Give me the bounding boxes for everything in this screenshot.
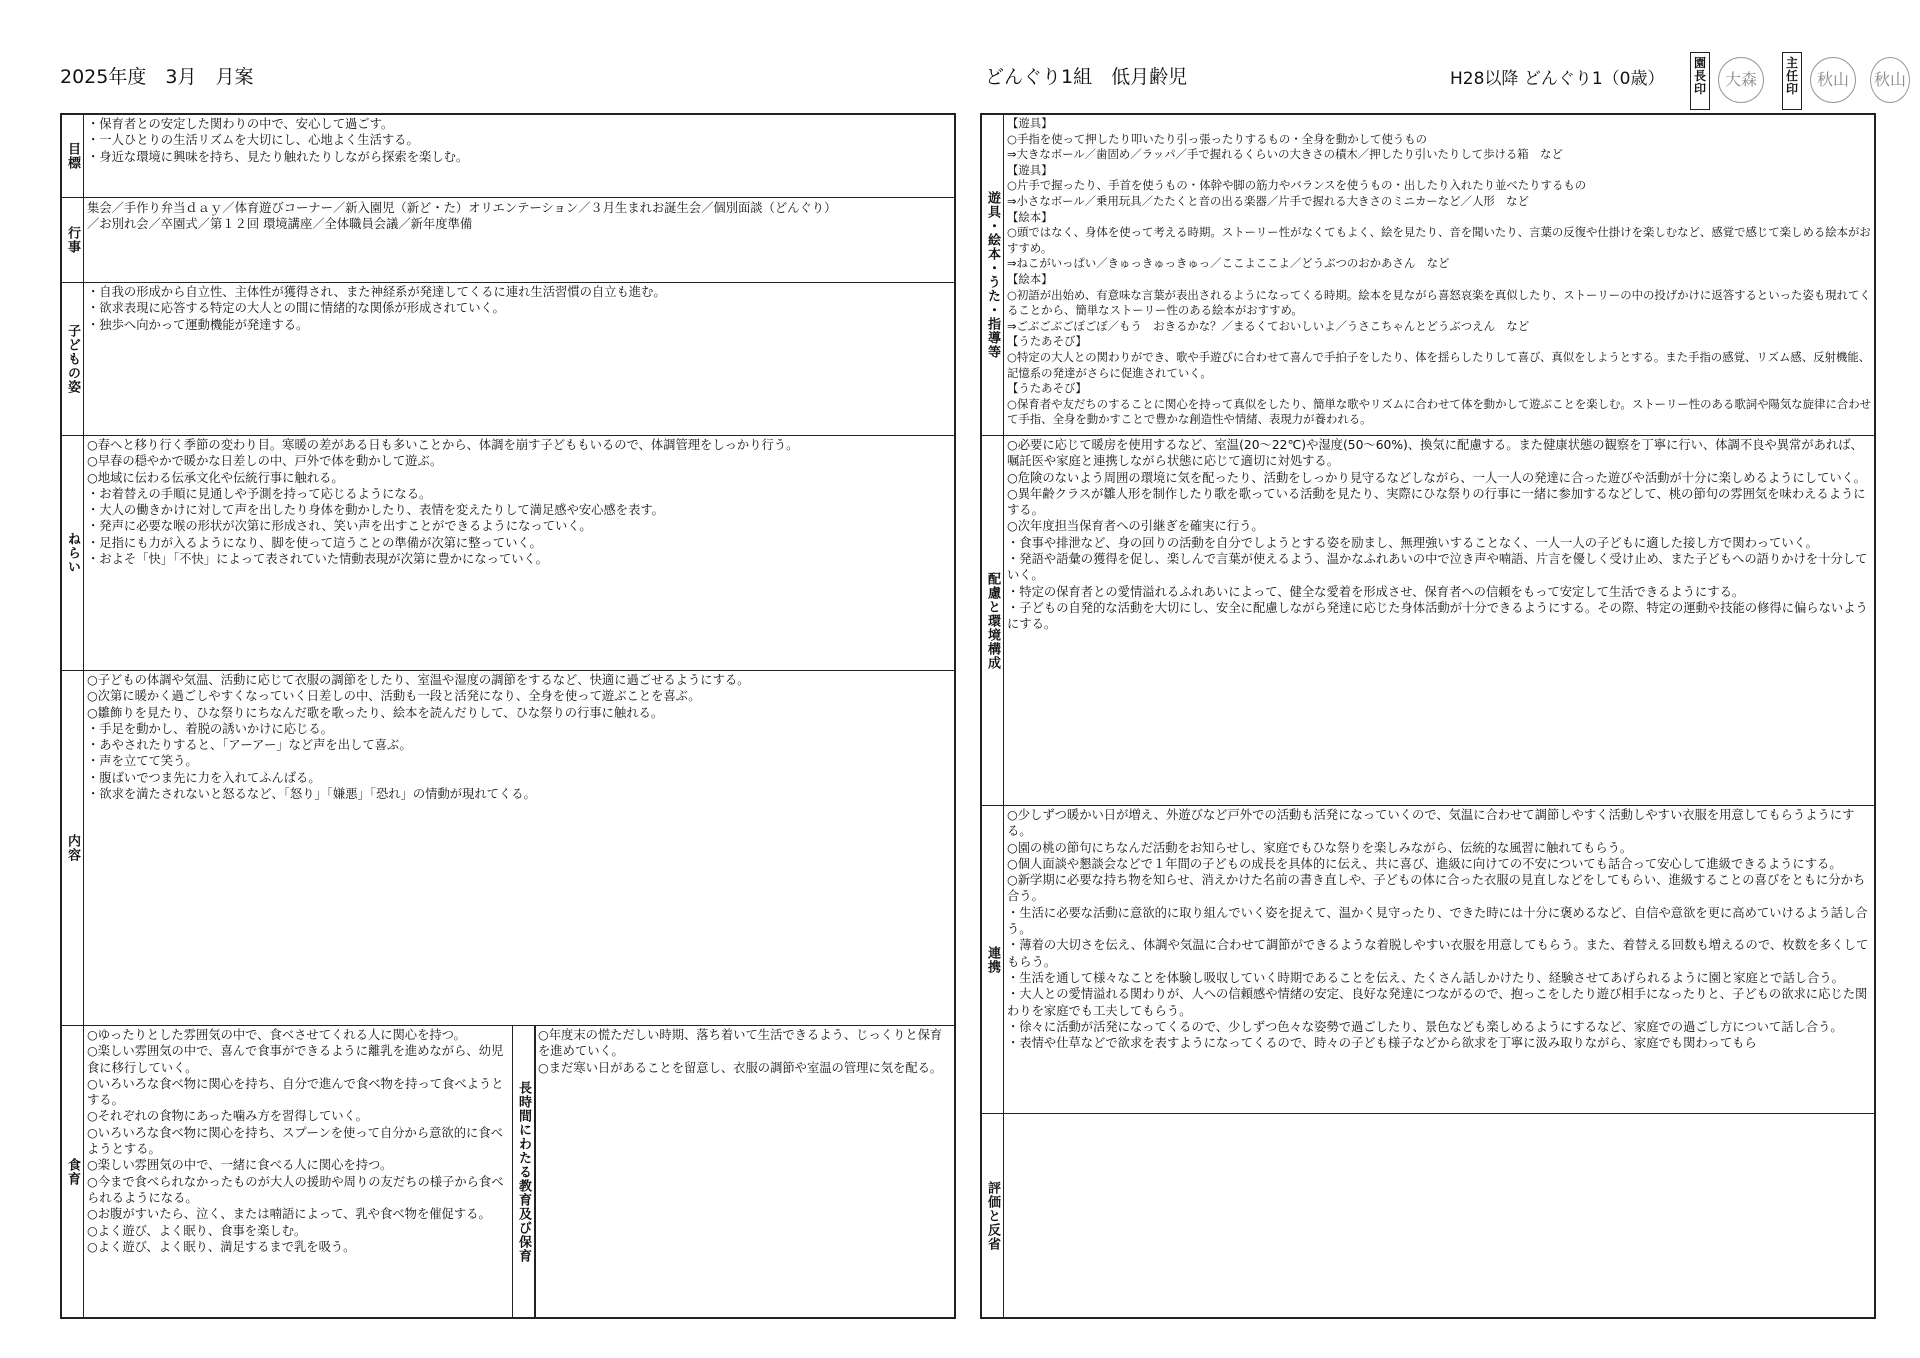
evaluation-content[interactable] [1007, 1115, 1871, 1316]
evaluation-row [982, 1113, 1874, 1317]
food-content: ○ゆったりとした雰囲気の中で、食べさせてくれる人に関心を持つ。 ○楽しい雰囲気の中で、喜んで食事ができるように離乳を進めながら、幼児食に移行していく。 ○いろいろな食べ物に関心を持ち、自分で進んで食べ物を持って食べようとする。 ○それぞれの食物にあった噛み方を習得していく。 ○いろいろな食べ物に関心を持ち、スプーンを使って自分から意欲的に食べようとする。 ○楽しい雰囲気の中で、一緒に食べる人に関心を持つ。 ○今まで食べられなかったものが大人の援助や周りの友だちの様子から食べられるようになる。 ○お腹がすいたら、泣く、または喃語によって、乳や食べ物を催促する。 ○よく遊び、よく眠り、食事を楽しむ。 ○よく遊び、よく眠り、満足するまで乳を吸う。 [87, 1028, 504, 1254]
goals-label: 目標 [65, 142, 80, 170]
cooperation-label: 連携 [985, 945, 1000, 974]
care-env-label: 配慮と環境構成 [985, 571, 1000, 670]
food-label: 食育 [65, 1157, 80, 1186]
child-state-content: ・自我の形成から自立性、主体性が獲得され、また神経系が発達してくるに連れ生活習慣の自立も進む。 ・欲求表現に応答する特定の大人との間に情緒的な関係が形成されていく。 ・独歩へ向かって運動機能が発達する。 [87, 285, 666, 332]
cooperation-content: ○少しずつ暖かい日が増え、外遊びなど戸外での活動も活発になっていくので、気温に合わせて調節しやすく活動しやすい衣服を用意してもらうようにする。 ○園の桃の節句にちなんだ活動をお知らせし、家庭でもひな祭りを楽しみながら、伝統的な風習に触れてもらう。 ○個人面談や懇談会などで１年間の子どもの成長を具体的に伝え、共に喜び、進級に向けての不安についても話合って安心して進級できるようにする。 ○新学期に必要な持ち物を知らせ、消えかけた名前の書き直しや、子どもの体に合った衣服の見直しなどをしてもらい、進級することの喜びをともに分かち合う。 ・生活に必要な活動に意欲的に取り組んでいく姿を捉えて、温かく見守ったり、できた時には十分に褒めるなど、自信や意欲を更に高めていけるよう話し合う。 ・薄着の大切さを伝え、体調や気温に合わせて調節ができるような着脱しやすい衣服を用意してもらう。また、着替える回数も増えるので、枚数を多くしてもらう。 ・生活を通して様々なことを体験し吸収していく時期であることを伝え、たくさん話しかけたり、経験させてあげられるように園と家庭とで話し合う。 ・大人との愛情溢れる関わりが、人への信頼感や情緒の安定、良好な発達につながるので、抱っこをしたり遊び相手になったりと、子どもの欲求に応じた関わりを家庭でも工夫してもらう。 ・徐々に活動が活発になってくるので、少しずつ色々な姿勢で過ごしたり、景色なども楽しめるようにするなど、家庭での過ごし方について話し合う。 ・表情や仕草などで欲求を表すようになってくるので、時々の子ども様子などから欲求を丁寧に汲み取りながら、家庭でも関わってもら [1007, 808, 1869, 1051]
stamp-extra-seal: 秋山 [1870, 57, 1910, 103]
play-row [982, 115, 1874, 435]
stamp-head-label: 主任印 [1782, 52, 1802, 110]
contents-row [62, 670, 954, 1025]
class-title: どんぐり1組 低月齢児 [985, 66, 1188, 88]
aims-label: ねらい [65, 532, 80, 574]
events-row [62, 197, 954, 282]
stamp-head-seal: 秋山 [1810, 57, 1856, 103]
goals-content: ・保育者との安定した関わりの中で、安心して過ごす。 ・一人ひとりの生活リズムを大切にし、心地よく生活する。 ・身近な環境に興味を持ち、見たり触れたりしながら探索を楽しむ。 [87, 117, 469, 164]
contents-label: 内容 [65, 834, 80, 862]
play-label: 遊具・絵本・うた・指導等 [985, 191, 1000, 359]
events-label: 行事 [65, 226, 80, 254]
goals-row [62, 115, 954, 197]
aims-row [62, 435, 954, 670]
cooperation-row [982, 805, 1874, 1113]
child-state-label: 子どもの姿 [65, 324, 80, 394]
stamp-principal-seal: 大森 [1718, 57, 1764, 103]
plan-title: 2025年度 3月 月案 [60, 66, 254, 88]
care-env-content: ○必要に応じて暖房を使用するなど、室温(20〜22℃)や湿度(50〜60%)、換気に配慮する。また健康状態の観察を丁寧に行い、体調不良や異常があれば、嘱託医や家庭と連携しながら状態に応じて適切に対処する。 ○危険のないよう周囲の環境に気を配ったり、活動をしっかり見守るなどしながら、一人一人の発達に合った遊びや活動が十分に楽しめるようにしていく。 ○異年齢クラスが雛人形を制作したり歌を歌っている活動を見たり、実際にひな祭りの行事に一緒に参加するなどして、桃の節句の雰囲気を味わえるようにする。 ○次年度担当保育者への引継ぎを確実に行う。 ・食事や排泄など、身の回りの活動を自分でしようとする姿を励まし、無理強いすることなく、一人一人の子どもに適した接し方で関わっていく。 ・発語や語彙の獲得を促し、楽しんで言葉が使えるよう、温かなふれあいの中で泣き声や喃語、片言を優しく受け止め、また子どもへの語りかけを十分していく。 ・特定の保育者との愛情溢れるふれあいによって、健全な愛着を形成させ、保育者への信頼をもって安定して生活できるようにする。 ・子どもの自発的な活動を大切にし、安全に配慮しながら発達に応じた身体活動が十分できるようにする。その際、特定の運動や技能の修得に偏らないようにする。 [1007, 438, 1868, 632]
child-state-row [62, 282, 954, 435]
care-env-row [982, 435, 1874, 805]
contents-content: ○子どもの体調や気温、活動に応じて衣服の調節をしたり、室温や湿度の調節をするなど、快適に過ごせるようにする。 ○次第に暖かく過ごしやすくなっていく日差しの中、活動も一段と活発になり、全身を使って遊ぶことを喜ぶ。 ○雛飾りを見たり、ひな祭りにちなんだ歌を歌ったり、絵本を読んだりして、ひな祭りの行事に触れる。 ・手足を動かし、着脱の誘いかけに応じる。 ・あやされたりすると、「アーアー」など声を出して喜ぶ。 ・声を立てて笑う。 ・腹ばいでつま先に力を入れてふんばる。 ・欲求を満たされないと怒るなど、「怒り」「嫌悪」「恐れ」の情動が現れてくる。 [87, 673, 750, 802]
approval-stamps [1690, 52, 1920, 110]
long-care-content: ○年度末の慌ただしい時期、落ち着いて生活できるよう、じっくりと保育を進めていく。 ○まだ寒い日があることを留意し、衣服の調節や室温の管理に気を配る。 [538, 1028, 943, 1075]
evaluation-label: 評価と反省 [985, 1180, 1000, 1251]
class-code: H28以降 どんぐり1（0歳） [1450, 69, 1665, 89]
events-content: 集会／手作り弁当ｄａｙ／体育遊びコーナー／新入園児（新ど・た）オリエンテーション／３月生まれお誕生会／個別面談（どんぐり） ／お別れ会／卒園式／第１２回 環境講座／全体職員会議／新年度準備 [87, 201, 837, 232]
long-care-label: 長時間にわたる教育及び保育 [516, 1080, 531, 1263]
food-row [62, 1025, 954, 1317]
right-panel [980, 113, 1876, 1319]
aims-content: ○春へと移り行く季節の変わり目。寒暖の差がある日も多いことから、体調を崩す子どももいるので、体調管理をしっかり行う。 ○早春の穏やかで暖かな日差しの中、戸外で体を動かして遊ぶ。 ○地域に伝わる伝承文化や伝統行事に触れる。 ・お着替えの手順に見通しや予測を持って応じるようになる。 ・大人の働きかけに対して声を出したり身体を動かしたり、表情を変えたりして満足感や安心感を表す。 ・発声に必要な喉の形状が次第に形成され、笑い声を出すことができるようになっていく。 ・足指にも力が入るようになり、脚を使って這うことの準備が次第に整っていく。 ・およそ「快」「不快」によって表されていた情動表現が次第に豊かになっていく。 [87, 438, 799, 567]
left-panel [60, 113, 956, 1319]
stamp-principal-label: 園長印 [1690, 52, 1710, 110]
play-content: 【遊具】 ○手指を使って押したり叩いたり引っ張ったりするもの・全身を動かして使うもの ⇒大きなボール／歯固め／ラッパ／手で握れるくらいの大きさの積木／押したり引いたりして歩ける箱 など 【遊具】 ○片手で握ったり、手首を使うもの・体幹や脚の筋力やバランスを使うもの・出したり入れたり並べたりするもの ⇒小さなボール／乗用玩具／たたくと音の出る楽器／片手で握れる大きさのミニカーなど／人形 など 【絵本】 ○頭ではなく、身体を使って考える時期。ストーリー性がなくてもよく、絵を見たり、音を聞いたり、言葉の反復や仕掛けを楽しむなど、感覚で感じて楽しめる絵本がおすすめ。 ⇒ねこがいっぱい／きゅっきゅっきゅっ／ここよここよ／どうぶつのおかあさん など 【絵本】 ○初語が出始め、有意味な言葉が表出されるようになってくる時期。絵本を見ながら喜怒哀楽を真似したり、ストーリーの中の投げかけに返答するといった姿も現れてくることから、簡単なストーリー性のある絵本がおすすめ。 ⇒ごぶごぶごぼごぼ／もう おきるかな？／まるくておいしいよ／うさこちゃんとどうぶつえん など 【うたあそび】 ○特定の大人との関わりができ、歌や手遊びに合わせて喜んで手拍子をしたり、体を揺らしたりして喜び、真似をしようとする。また手指の感覚、リズム感、反射機能、記憶系の発達がさらに促進されていく。 【うたあそび】 ○保育者や友だちのすることに関心を持って真似をしたり、簡単な歌やリズムに合わせて体を動かして遊ぶことを楽しむ。ストーリー性のある歌詞や陽気な旋律に合わせて手指、全身を動かすことで豊かな創造性や情緒、表現力が養われる。 [1007, 116, 1871, 427]
